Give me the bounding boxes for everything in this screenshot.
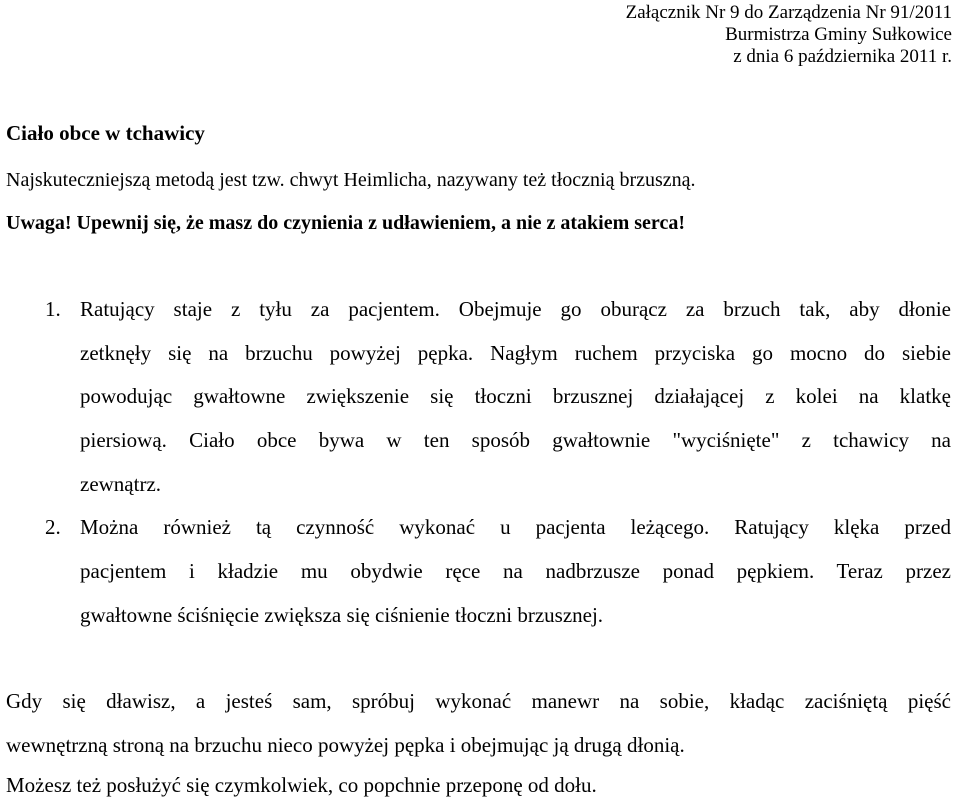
closing-line-2: wewnętrzną stroną na brzuchu nieco powyżej pępka i obejmując ją drugą dłonią.: [6, 733, 685, 757]
step-1-line-4: piersiową. Ciało obce bywa w ten sposób gwałtownie "wyciśnięte" z tchawicy na: [80, 428, 951, 452]
step-1-line-1: Ratujący staje z tyłu za pacjentem. Obejmuje go oburącz za brzuch tak, aby dłonie: [80, 297, 951, 321]
attachment-header-line-2: Burmistrza Gminy Sułkowice: [725, 24, 952, 45]
step-2-number: 2.: [45, 515, 61, 539]
step-2-line-1: Można również tą czynność wykonać u pacjenta leżącego. Ratujący klęka przed: [80, 515, 951, 539]
step-1-line-3: powodując gwałtowne zwiększenie się tłoczni brzusznej działającej z kolei na klatkę: [80, 384, 951, 408]
step-1-line-2: zetknęły się na brzuchu powyżej pępka. Nagłym ruchem przyciska go mocno do siebie: [80, 341, 951, 365]
closing-line-3: Możesz też posłużyć się czymkolwiek, co popchnie przeponę od dołu.: [6, 773, 597, 797]
warning-text: Uwaga! Upewnij się, że masz do czynienia z udławieniem, a nie z atakiem serca!: [6, 212, 685, 234]
attachment-header-line-1: Załącznik Nr 9 do Zarządzenia Nr 91/2011: [625, 2, 952, 23]
document-title: Ciało obce w tchawicy: [6, 121, 205, 145]
closing-line-1: Gdy się dławisz, a jesteś sam, spróbuj wykonać manewr na sobie, kładąc zaciśniętą pięść: [6, 689, 951, 713]
step-1-number: 1.: [45, 297, 61, 321]
intro-text: Najskuteczniejszą metodą jest tzw. chwyt Heimlicha, nazywany też tłocznią brzuszną.: [6, 169, 696, 191]
attachment-header-line-3: z dnia 6 października 2011 r.: [733, 46, 952, 67]
step-2-line-3: gwałtowne ściśnięcie zwiększa się ciśnienie tłoczni brzusznej.: [80, 603, 604, 627]
step-1-line-5: zewnątrz.: [80, 472, 162, 496]
step-2-line-2: pacjentem i kładzie mu obydwie ręce na nadbrzusze ponad pępkiem. Teraz przez: [80, 559, 951, 583]
